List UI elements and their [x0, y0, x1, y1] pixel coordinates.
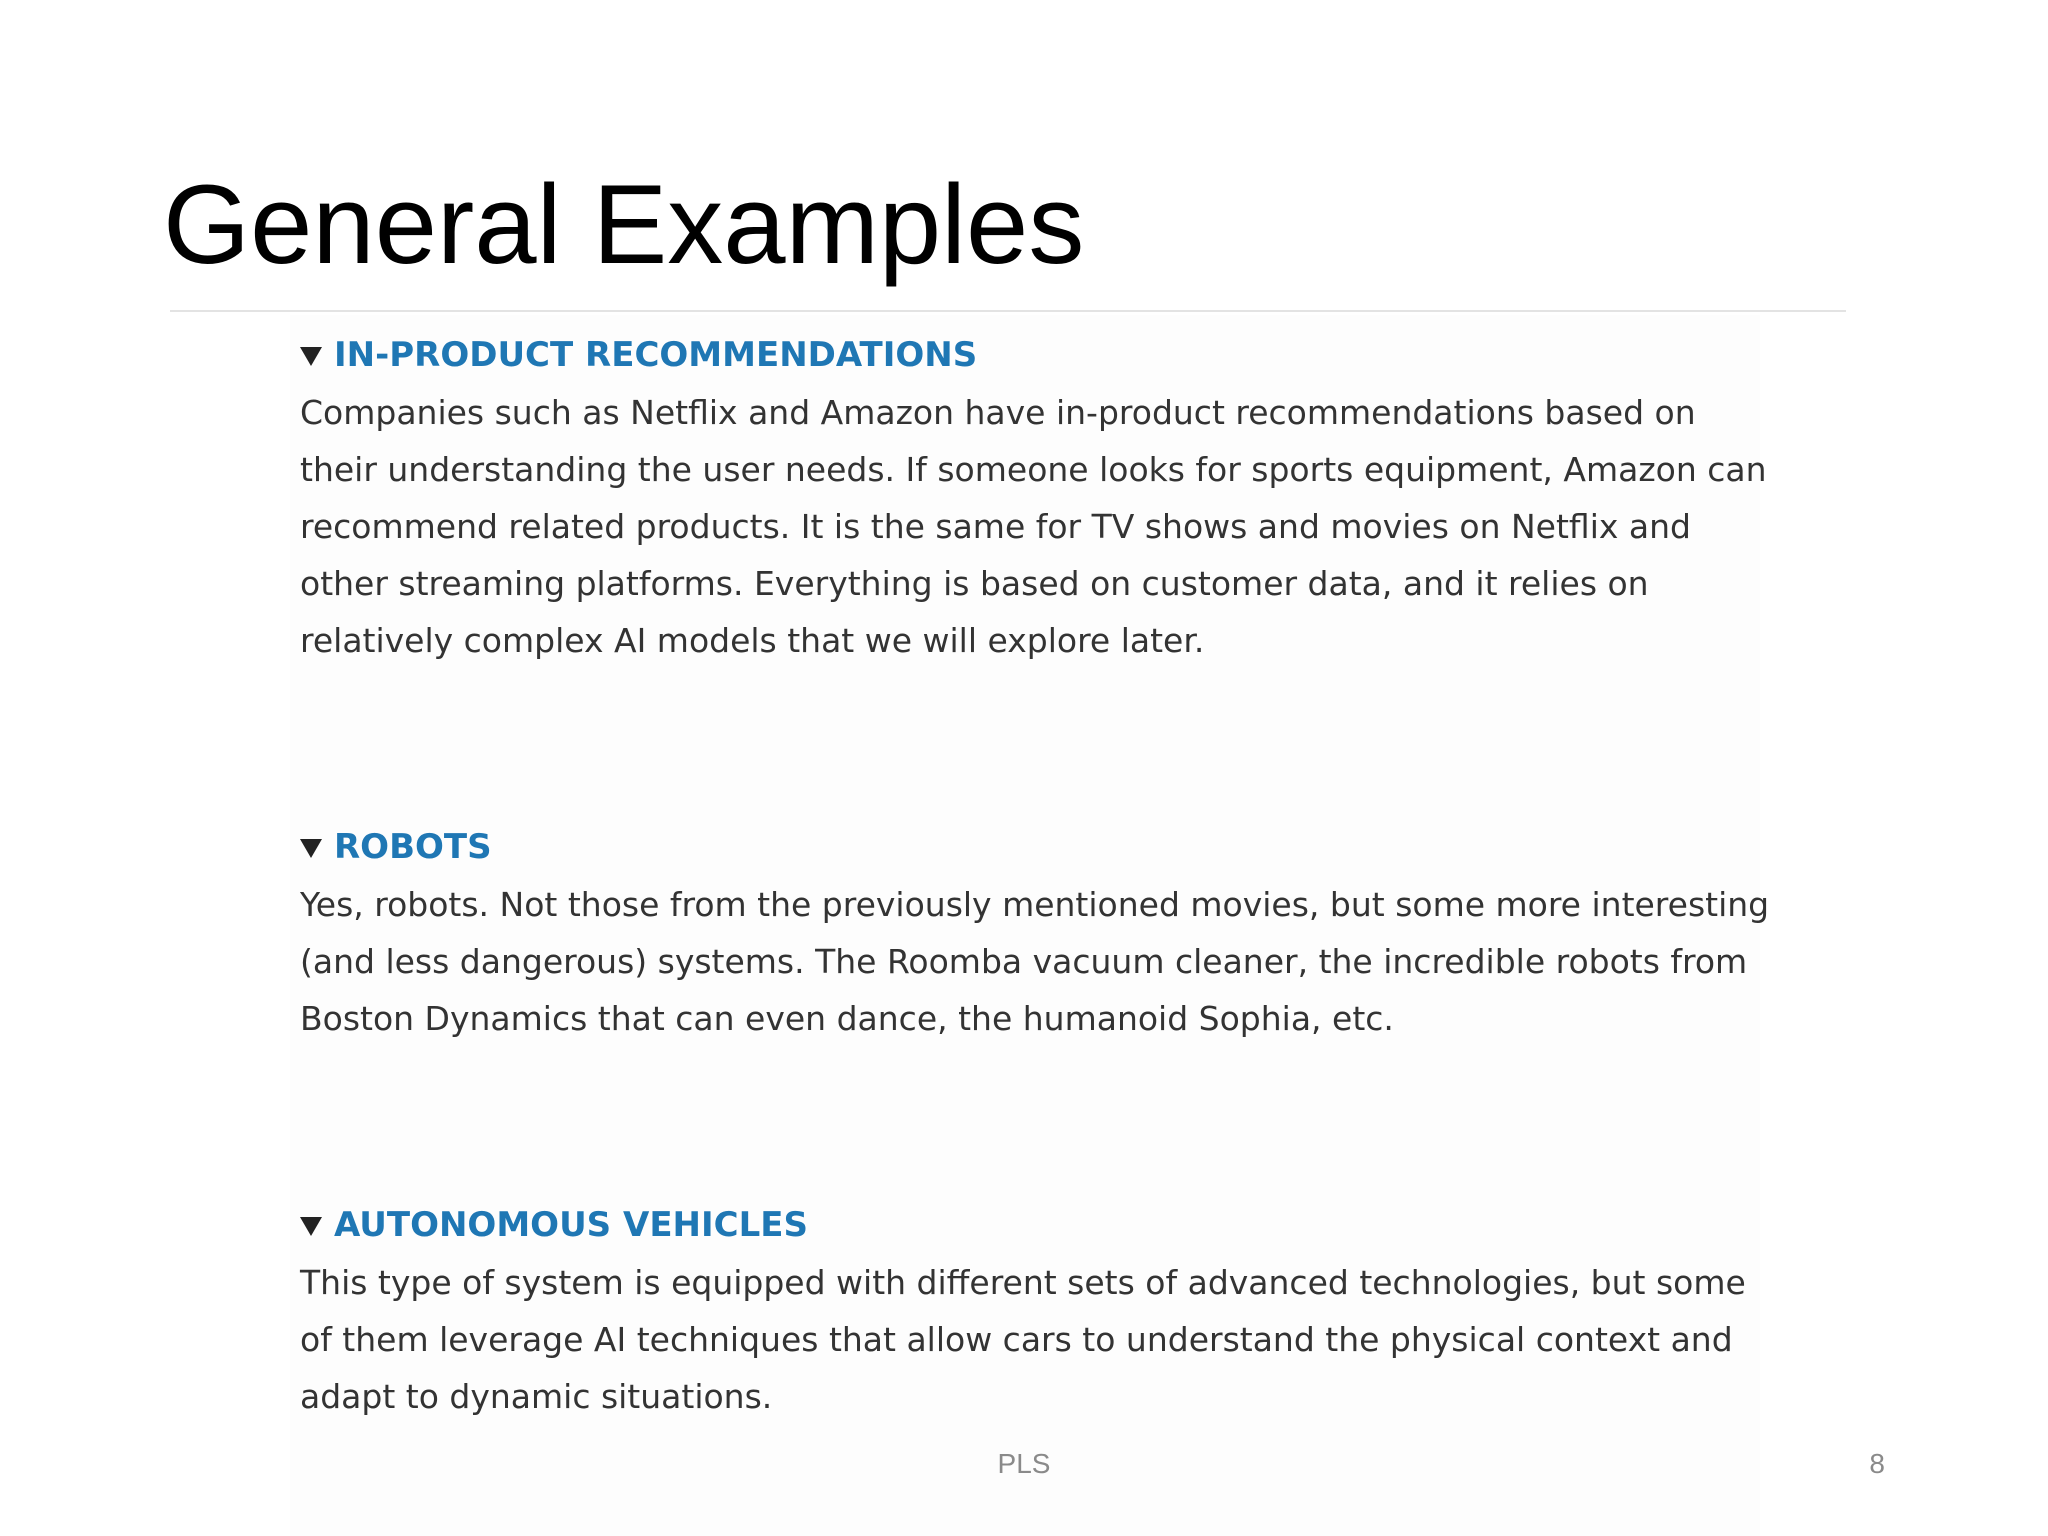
section-toggle[interactable] — [300, 330, 1760, 380]
section-toggle[interactable] — [300, 822, 1760, 872]
triangle-down-icon[interactable] — [300, 347, 322, 366]
body-line: Yes, robots. Not those from the previously mentioned movies, but some more interesting — [300, 885, 1770, 924]
body-line: other streaming platforms. Everything is based on customer data, and it relies on — [300, 564, 1649, 603]
footer-text: PLS — [997, 1448, 1051, 1479]
body-line: Boston Dynamics that can even dance, the humanoid Sophia, etc. — [300, 999, 1394, 1038]
body-line: relatively complex AI models that we will explore later. — [300, 621, 1205, 660]
page-number: 8 — [1869, 1448, 1885, 1479]
body-line: This type of system is equipped with different sets of advanced technologies, but some — [300, 1263, 1746, 1302]
triangle-down-icon[interactable] — [300, 1217, 322, 1236]
section-body — [300, 876, 1770, 1047]
section-heading: ROBOTS — [334, 827, 492, 867]
triangle-down-icon[interactable] — [300, 839, 322, 858]
section-robots — [300, 822, 1770, 1047]
section-autonomous-vehicles — [300, 1200, 1760, 1425]
section-heading: AUTONOMOUS VEHICLES — [334, 1205, 808, 1245]
body-line: Companies such as Netflix and Amazon have in-product recommendations based on — [300, 393, 1696, 432]
body-line: of them leverage AI techniques that allow cars to understand the physical context and — [300, 1320, 1733, 1359]
section-body — [300, 384, 1767, 669]
body-line: (and less dangerous) systems. The Roomba vacuum cleaner, the incredible robots from — [300, 942, 1748, 981]
section-toggle[interactable] — [300, 1200, 1760, 1250]
body-line: adapt to dynamic situations. — [300, 1377, 773, 1416]
title-divider — [170, 310, 1846, 312]
body-line: their understanding the user needs. If someone looks for sports equipment, Amazon can — [300, 450, 1767, 489]
slide-title: General Examples — [163, 162, 1085, 287]
section-body — [300, 1254, 1760, 1425]
section-heading: IN-PRODUCT RECOMMENDATIONS — [334, 335, 978, 375]
body-line: recommend related products. It is the same for TV shows and movies on Netflix and — [300, 507, 1691, 546]
section-in-product-recommendations — [300, 330, 1767, 669]
